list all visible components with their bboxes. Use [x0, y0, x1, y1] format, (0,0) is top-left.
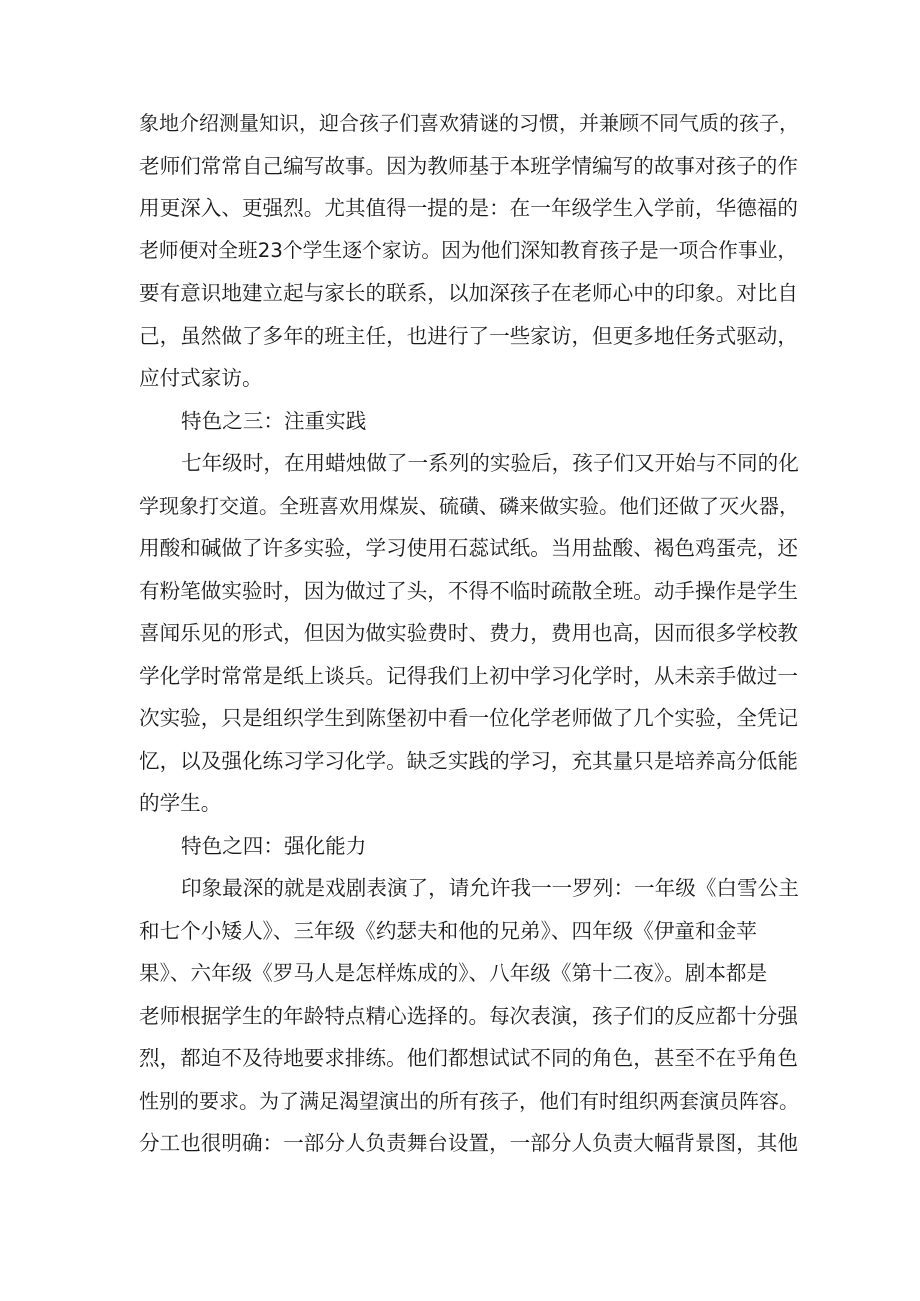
paragraph-2-line-7: 次实验，只是组织学生到陈堡初中看一位化学老师做了几个实验，全凭记 — [139, 706, 798, 730]
paragraph-1-line-4: 老师便对全班23个学生逐个家访。因为他们深知教育孩子是一项合作事业， — [139, 239, 798, 262]
paragraph-2-line-1: 七年级时，在用蜡烛做了一系列的实验后，孩子们又开始与不同的化 — [181, 451, 799, 475]
paragraph-3-line-5: 烈，都迫不及待地要求排练。他们都想试试不同的角色，甚至不在乎角色 — [139, 1046, 798, 1070]
paragraph-1-line-2: 老师们常常自己编写故事。因为教师基于本班学情编写的故事对孩子的作 — [139, 154, 798, 178]
paragraph-1-line-5: 要有意识地建立起与家长的联系，以加深孩子在老师心中的印象。对比自 — [139, 281, 798, 305]
paragraph-2-line-2: 学现象打交道。全班喜欢用煤炭、硫磺、磷来做实验。他们还做了灭火器， — [139, 494, 799, 518]
paragraph-1-line-1: 象地介绍测量知识，迎合孩子们喜欢猜谜的习惯，并兼顾不同气质的孩子， — [139, 111, 799, 135]
paragraph-3-line-3: 果》、六年级《罗马人是怎样炼成的》、八年级《第十二夜》。剧本都是 — [139, 961, 768, 985]
paragraph-3-line-7: 分工也很明确：一部分人负责舞台设置，一部分人负责大幅背景图，其他 — [139, 1131, 798, 1155]
paragraph-2-line-4: 有粉笔做实验时，因为做过了头，不得不临时疏散全班。动手操作是学生 — [139, 579, 798, 603]
paragraph-2-line-5: 喜闻乐见的形式，但因为做实验费时、费力，费用也高，因而很多学校教 — [139, 621, 798, 645]
paragraph-3-line-2: 和七个小矮人》、三年级《约瑟夫和他的兄弟》、四年级《伊童和金苹 — [139, 919, 757, 943]
paragraph-1-line-6: 己，虽然做了多年的班主任，也进行了一些家访，但更多地任务式驱动， — [139, 324, 798, 348]
paragraph-2-line-8: 忆，以及强化练习学习化学。缺乏实践的学习，充其量只是培养高分低能 — [139, 749, 798, 773]
paragraph-3-line-6: 性别的要求。为了满足渴望演出的所有孩子，他们有时组织两套演员阵容。 — [139, 1089, 799, 1113]
paragraph-2-line-6: 学化学时常常是纸上谈兵。记得我们上初中学习化学时，从未亲手做过一 — [139, 664, 798, 688]
paragraph-3-line-1: 印象最深的就是戏剧表演了，请允许我一一罗列：一年级《白雪公主 — [181, 876, 799, 900]
section-heading-3: 特色之三：注重实践 — [181, 409, 367, 433]
paragraph-3-line-4: 老师根据学生的年龄特点精心选择的。每次表演，孩子们的反应都十分强 — [139, 1004, 798, 1028]
paragraph-1-line-7: 应付式家访。 — [139, 366, 263, 390]
paragraph-2-line-9: 的学生。 — [139, 791, 222, 815]
section-heading-4: 特色之四：强化能力 — [181, 834, 367, 858]
paragraph-1-line-3: 用更深入、更强烈。尤其值得一提的是：在一年级学生入学前，华德福的 — [139, 196, 798, 220]
paragraph-2-line-3: 用酸和碱做了许多实验，学习使用石蕊试纸。当用盐酸、褐色鸡蛋壳，还 — [139, 536, 798, 560]
